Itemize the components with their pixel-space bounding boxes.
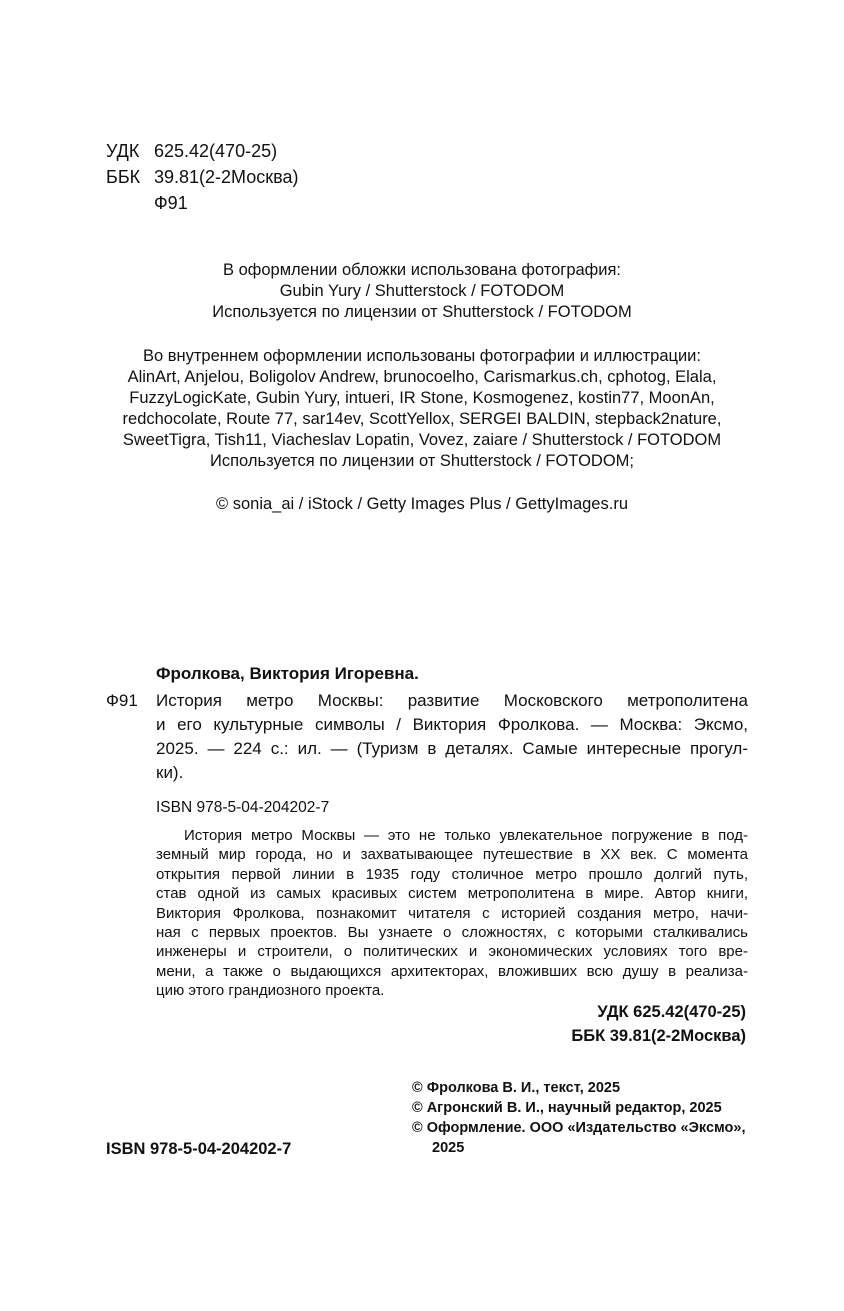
udk-label: УДК	[106, 141, 140, 161]
author-mark: Ф91	[154, 193, 188, 213]
copyright-editor: © Агронский В. И., научный редактор, 2025	[412, 1100, 722, 1116]
annotation-line: инженеры и строители, о политических и экономических условиях того вре-	[156, 943, 748, 961]
annotation-line: став одной из самых красивых систем метрополитена в мире. Автор книги,	[156, 885, 748, 903]
interior-credit-line: Во внутреннем оформлении использованы фотографии и иллюстрации:	[142, 347, 701, 365]
udk-value: 625.42(470-25)	[154, 141, 278, 161]
bbk-value: 39.81(2-2Москва)	[154, 167, 299, 187]
classification-header	[106, 138, 299, 216]
cover-credits	[60, 260, 784, 323]
author-mark-row	[106, 190, 299, 216]
catalog-author-code: Ф91	[106, 691, 138, 710]
catalog-classification	[550, 1000, 746, 1048]
catalog-udk: УДК 625.42(470-25)	[597, 1003, 746, 1021]
catalog-entry-line: ки).	[156, 763, 184, 782]
catalog-entry-line: История метро Москвы: развитие Московского метрополитена	[156, 691, 748, 710]
catalog-entry-line: и его культурные символы / Виктория Фролкова. — Москва: Эксмо,	[156, 715, 748, 734]
cover-credit-line: Используется по лицензии от Shutterstock / FOTODOM	[212, 303, 632, 321]
isbn-bottom: ISBN 978-5-04-204202-7	[106, 1140, 292, 1158]
copyright-notices	[412, 1078, 752, 1158]
catalog-bbk: ББК 39.81(2-2Москва)	[571, 1027, 746, 1045]
catalog-author-heading: Фролкова, Виктория Игоревна.	[156, 664, 419, 683]
istock-credit: © sonia_ai / iStock / Getty Images Plus / GettyImages.ru	[216, 495, 628, 513]
interior-credit-line: Используется по лицензии от Shutterstock / FOTODOM;	[210, 452, 634, 470]
bbk-label: ББК	[106, 167, 141, 187]
interior-credit-line: SweetTigra, Tish11, Viacheslav Lopatin, Vovez, zaiare / Shutterstock / FOTODOM	[122, 431, 722, 449]
cover-credit-line: Gubin Yury / Shutterstock / FOTODOM	[279, 282, 565, 300]
annotation-line: Виктория Фролкова, познакомит читателя с историей создания метро, начи-	[156, 904, 748, 922]
annotation-line: цию этого грандиозного проекта.	[156, 982, 385, 1000]
copyright-design-year: 2025	[432, 1140, 465, 1156]
catalog-isbn: ISBN 978-5-04-204202-7	[156, 799, 330, 816]
annotation-line: земный мир города, но и захватывающее путешествие в XX век. С момента	[156, 846, 748, 864]
catalog-entry-line: 2025. — 224 с.: ил. — (Туризм в деталях. Самые интересные прогул-	[156, 739, 748, 758]
cover-credit-line: В оформлении обложки использована фотография:	[223, 261, 621, 279]
annotation	[156, 826, 748, 1001]
copyright-design: © Оформление. ООО «Издательство «Эксмо»,	[412, 1120, 746, 1136]
interior-credit-line: FuzzyLogicKate, Gubin Yury, intueri, IR Stone, Kosmogenez, kostin77, MoonAn,	[129, 389, 715, 407]
interior-credit-line: AlinArt, Anjelou, Boligolov Andrew, brunocoelho, Carismarkus.ch, cphotog, Elala,	[127, 368, 717, 386]
annotation-line: открытия первой линии в 1935 году столичное метро прошло долгий путь,	[156, 865, 748, 883]
interior-credits	[60, 346, 784, 472]
copyright-text: © Фролкова В. И., текст, 2025	[412, 1080, 621, 1096]
udk-row	[106, 138, 299, 164]
bbk-row	[106, 164, 299, 190]
annotation-line: История метро Москвы — это не только увлекательное погружение в под-	[184, 827, 748, 844]
annotation-line: ная с первых проектов. Вы узнаете о сложностях, с которыми сталкивались	[156, 924, 748, 942]
annotation-line: мени, а также о выдающихся архитекторах, вложивших всю душу в реализа-	[156, 962, 748, 980]
catalog-entry	[106, 689, 748, 785]
interior-credit-line: redchocolate, Route 77, sar14ev, ScottYellox, SERGEI BALDIN, stepback2nature,	[122, 410, 722, 428]
